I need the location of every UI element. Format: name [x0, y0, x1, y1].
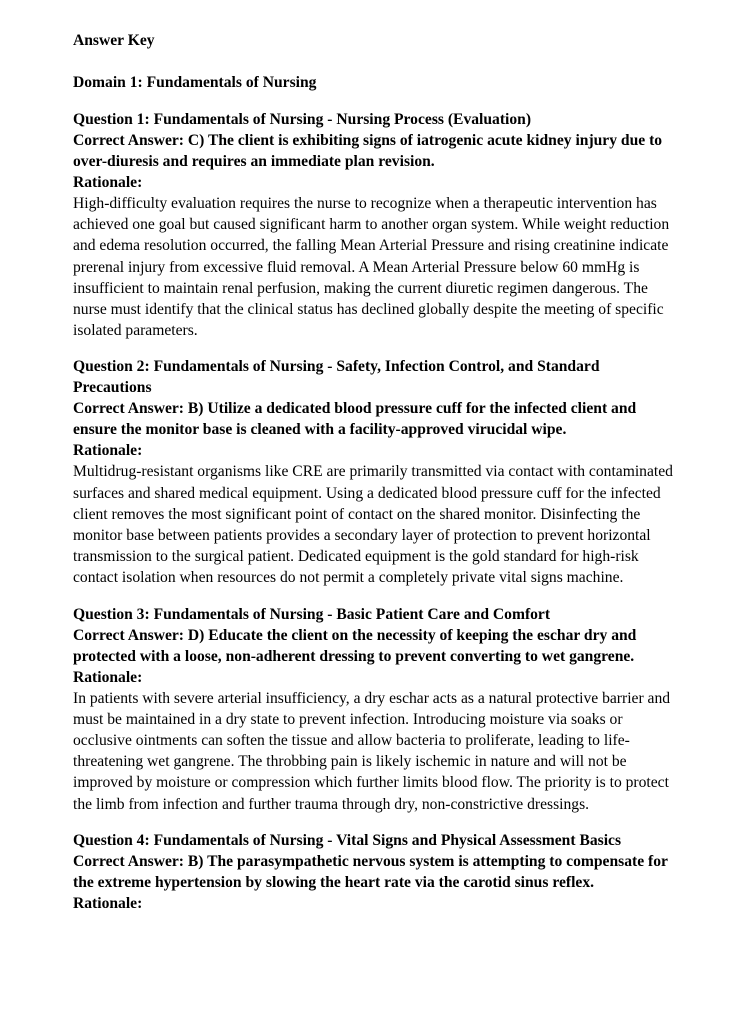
question-2 [73, 356, 678, 588]
correct-answer: Correct Answer: B) The parasympathetic nervous system is attempting to compensate for the extreme hypertension by slowing the heart rate via the carotid sinus reflex. [73, 852, 668, 891]
answer-key-page [73, 30, 678, 914]
question-heading: Question 4: Fundamentals of Nursing - Vital Signs and Physical Assessment Basics [73, 831, 622, 849]
document-title: Answer Key [73, 32, 155, 49]
rationale-label: Rationale: [73, 174, 143, 191]
rationale-text: Multidrug-resistant organisms like CRE are primarily transmitted via contact with contaminated surfaces and shared medical equipment. Using a dedicated blood pressure cuff for the infected client removes the most significant point of contact on the shared monitor. Disinfecting the monitor base between patients provides a secondary layer of protection to prevent horizontal transmission to the surgical patient. Dedicated equipment is the gold standard for high-risk contact isolation when resources do not permit a completely private vital signs machine. [73, 463, 673, 587]
correct-answer: Correct Answer: D) Educate the client on the necessity of keeping the eschar dry and protected with a loose, non-adherent dressing to prevent converting to wet gangrene. [73, 626, 637, 665]
rationale-label: Rationale: [73, 894, 143, 912]
rationale-text: In patients with severe arterial insufficiency, a dry eschar acts as a natural protective barrier and must be maintained in a dry state to prevent infection. Introducing moisture via soaks or occlusive ointments can soften the tissue and allow bacteria to proliferate, leading to life-threatening wet gangrene. The throbbing pain is likely ischemic in nature and will not be improved by moisture or compression which further limits blood flow. The priority is to protect the limb from infection and further trauma through dry, non-constrictive dressings. [73, 689, 671, 813]
rationale-text: High-difficulty evaluation requires the nurse to recognize when a therapeutic intervention has achieved one goal but caused significant harm to another organ system. While weight reduction and edema resolution occurred, the falling Mean Arterial Pressure and rising creatinine indicate prerenal injury from excessive fluid removal. A Mean Arterial Pressure below 60 mmHg is insufficient to maintain renal perfusion, making the current diuretic regimen dangerous. The nurse must identify that the clinical status has declined globally despite the meeting of specific isolated parameters. [73, 195, 670, 340]
question-4 [73, 830, 678, 914]
question-heading: Question 3: Fundamentals of Nursing - Basic Patient Care and Comfort [73, 605, 551, 623]
correct-answer: Correct Answer: B) Utilize a dedicated blood pressure cuff for the infected client and ensure the monitor base is cleaned with a facility-approved virucidal wipe. [73, 400, 637, 439]
rationale-label: Rationale: [73, 668, 143, 686]
domain-heading: Domain 1: Fundamentals of Nursing [73, 74, 317, 91]
correct-answer: Correct Answer: C) The client is exhibiting signs of iatrogenic acute kidney injury due to over-diuresis and requires an immediate plan revision. [73, 132, 663, 170]
question-3 [73, 604, 678, 815]
question-heading: Question 2: Fundamentals of Nursing - Safety, Infection Control, and Standard Precautions [73, 358, 600, 397]
question-heading: Question 1: Fundamentals of Nursing - Nursing Process (Evaluation) [73, 111, 532, 128]
question-1 [73, 109, 678, 341]
rationale-label: Rationale: [73, 442, 143, 460]
